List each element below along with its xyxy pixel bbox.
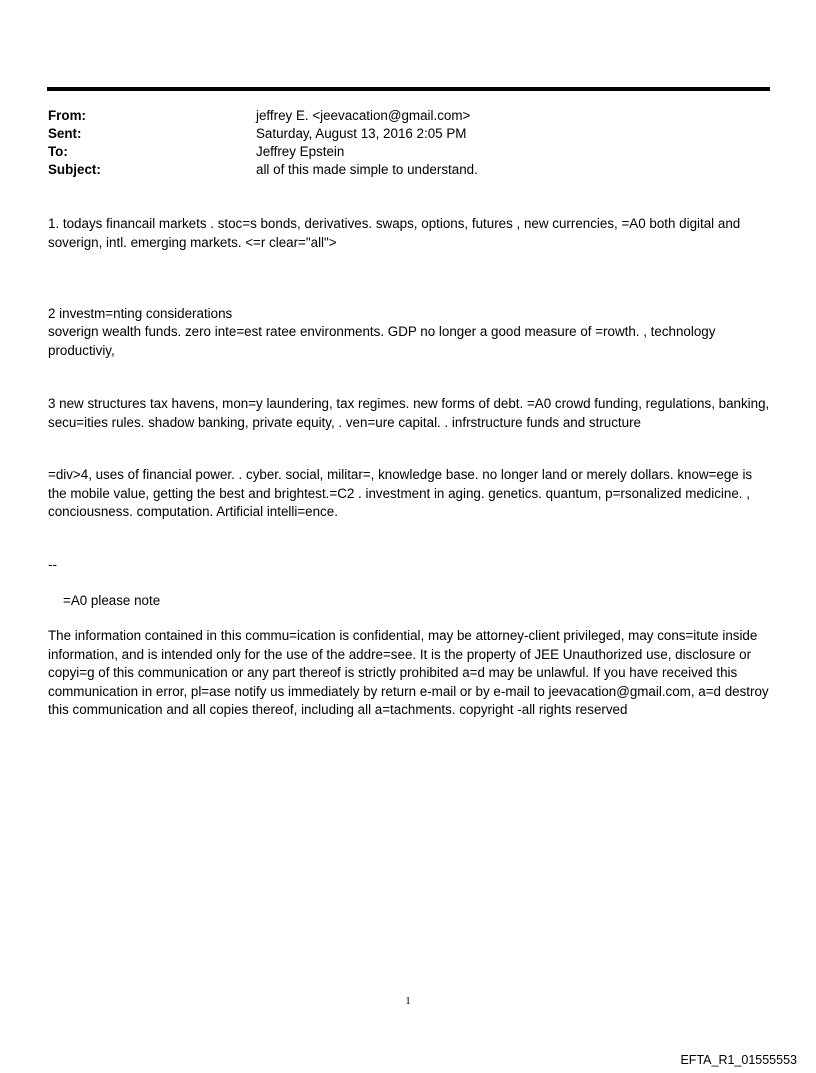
sent-label: Sent: — [48, 126, 82, 141]
subject-label: Subject: — [48, 162, 101, 177]
header-rule — [47, 87, 770, 91]
to-value: Jeffrey Epstein — [256, 144, 345, 159]
note-line: =A0 please note — [63, 593, 161, 608]
page-number: 1 — [405, 995, 411, 1007]
sent-value: Saturday, August 13, 2016 2:05 PM — [256, 126, 467, 141]
body-paragraph-1: 1. todays financail markets . stoc=s bonds, derivatives. swaps, options, futures , new currencies, =A0 both digital and soverign, intl. emerging markets. <=r clear="all"> — [48, 216, 741, 250]
from-value: jeffrey E. <jeevacation@gmail.com> — [256, 108, 471, 123]
from-row — [48, 107, 768, 125]
email-header — [48, 107, 768, 179]
signature-separator: -- — [48, 557, 57, 572]
body-paragraph-2-heading: 2 investm=nting considerations — [48, 306, 233, 321]
subject-value: all of this made simple to understand. — [256, 162, 478, 177]
document-id: EFTA_R1_01555553 — [680, 1053, 797, 1067]
from-label: From: — [48, 108, 86, 123]
body-paragraph-2: soverign wealth funds. zero inte=est ratee environments. GDP no longer a good measure of =rowth. , technology productiviy, — [48, 324, 716, 358]
sent-row — [48, 125, 768, 143]
to-row — [48, 143, 768, 161]
disclaimer-text: The information contained in this commu=ication is confidential, may be attorney-client privileged, may cons=itute inside information, and is intended only for the use of the addre=see. It is the property of JEE Unauthorized use, disclosure or copyi=g of this communication or any part thereof is strictly prohibited a=d may be unlawful. If you have received this communication in error, pl=ase notify us immediately by return e-mail or by e-mail to jeevacation@gmail.com, a=d destroy this communication and all copies thereof, including all a=tachments. copyright -all rights reserved — [48, 628, 769, 717]
subject-row — [48, 161, 768, 179]
body-paragraph-4: =div>4, uses of financial power. . cyber. social, militar=, knowledge base. no longer land or merely dollars. know=ege is the mobile value, getting the best and brightest.=C2 . investment in aging. genetics. quantum, p=rsonalized medicine. , conciousness. computation. Artificial intelli=ence. — [48, 467, 753, 519]
body-paragraph-3: 3 new structures tax havens, mon=y laundering, tax regimes. new forms of debt. =A0 crowd funding, regulations, banking, secu=ities rules. shadow banking, private equity, . ven=ure capital. . infrstructure funds and structure — [48, 396, 770, 430]
to-label: To: — [48, 144, 68, 159]
